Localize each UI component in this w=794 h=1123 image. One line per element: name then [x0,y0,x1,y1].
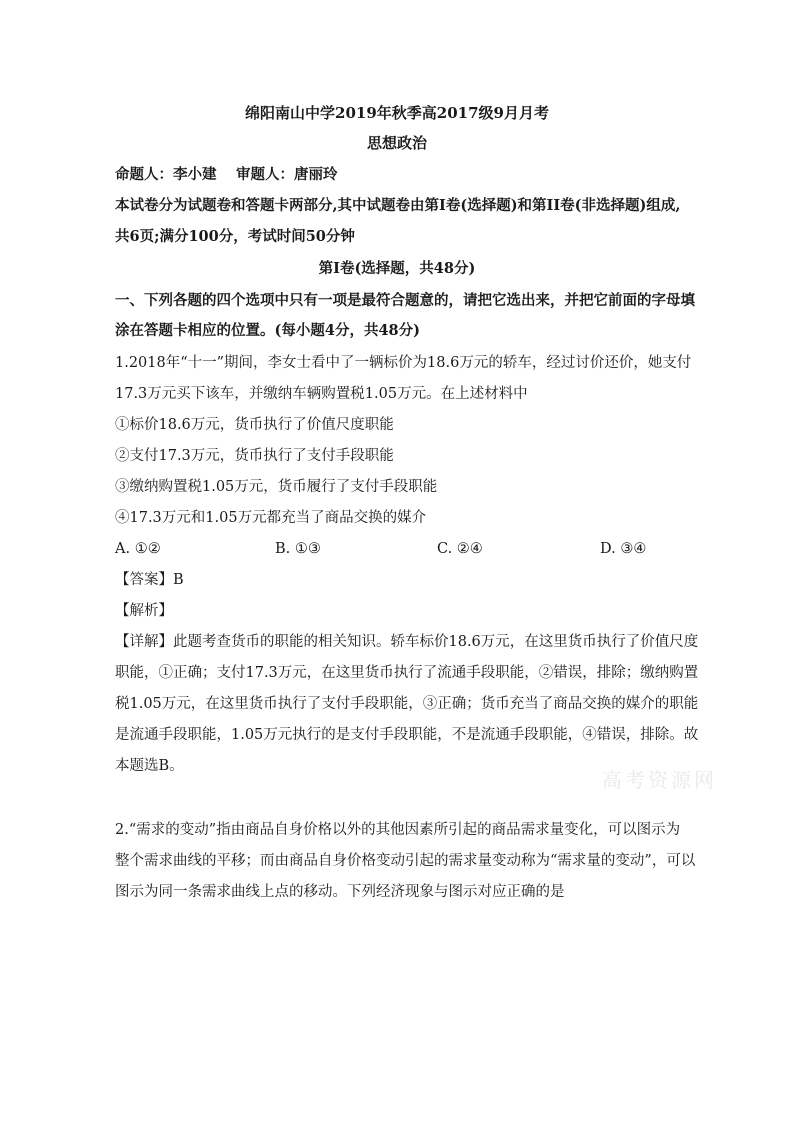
q1-option-c: C. ②④ [437,541,483,557]
q1-stem-line-2: 17.3万元买下该车，并缴纳车辆购置税1.05万元。在上述材料中 [115,386,528,402]
subject-title: 思想政治 [366,134,427,152]
q1-answer: 【答案】B [115,572,184,588]
q2-stem-line: 2.“需求的变动”指由商品自身价格以外的其他因素所引起的商品需求量变化，可以图示为 [115,822,681,838]
q1-detail-line: 是流通手段职能，1.05万元执行的是支付手段职能，不是流通手段职能，④错误，排除。故 [115,727,699,743]
instruction-line-1: 一、下列各题的四个选项中只有一项是最符合题意的，请把它选出来，并把它前面的字母填 [115,292,695,309]
q2-stem-line: 整个需求曲线的平移；而由商品自身价格变动引起的需求量变动称为“需求量的变动”，可以 [115,853,696,869]
intro-line-1: 本试卷分为试题卷和答题卡两部分,其中试题卷由第I卷(选择题)和第II卷(非选择题)组成, [115,197,681,214]
q1-option-a: A. ①② [115,541,161,557]
q1-statement: ②支付17.3万元，货币执行了支付手段职能 [115,448,394,464]
exam-title: 绵阳南山中学2019年秋季高2017级9月月考 [245,104,549,122]
q1-statement: ①标价18.6万元，货币执行了价值尺度职能 [115,417,394,433]
q1-detail-line: 本题选B。 [115,758,184,774]
q1-detail-line: 【详解】此题考查货币的职能的相关知识。轿车标价18.6万元，在这里货币执行了价值尺度 [115,634,699,650]
q2-stem-line: 图示为同一条需求曲线上点的移动。下列经济现象与图示对应正确的是 [115,884,565,900]
q1-detail-line: 职能，①正确；支付17.3万元，在这里货币执行了流通手段职能，②错误，排除；缴纳购置 [115,665,699,681]
instruction-line-2: 涂在答题卡相应的位置。(每小题4分，共48分) [115,322,420,339]
section-heading: 第I卷(选择题，共48分) [318,260,476,277]
q1-option-b: B. ①③ [275,541,321,557]
q1-stem-line-1: 1.2018年“十一”期间，李女士看中了一辆标价为18.6万元的轿车，经过讨价还价，她支付 [115,355,692,371]
watermark: 高考资源网 [602,768,717,792]
q1-option-d: D. ③④ [600,541,647,557]
q1-statement: ③缴纳购置税1.05万元，货币履行了支付手段职能 [115,479,438,495]
q1-detail-line: 税1.05万元，在这里货币执行了支付手段职能，③正确；货币充当了商品交换的媒介的职能 [115,696,699,712]
q1-statement: ④17.3万元和1.05万元都充当了商品交换的媒介 [115,510,427,526]
intro-line-2: 共6页;满分100分，考试时间50分钟 [115,228,355,245]
authors-line: 命题人：李小建 审题人：唐丽玲 [115,166,338,183]
q1-analysis-label: 【解析】 [115,603,173,619]
